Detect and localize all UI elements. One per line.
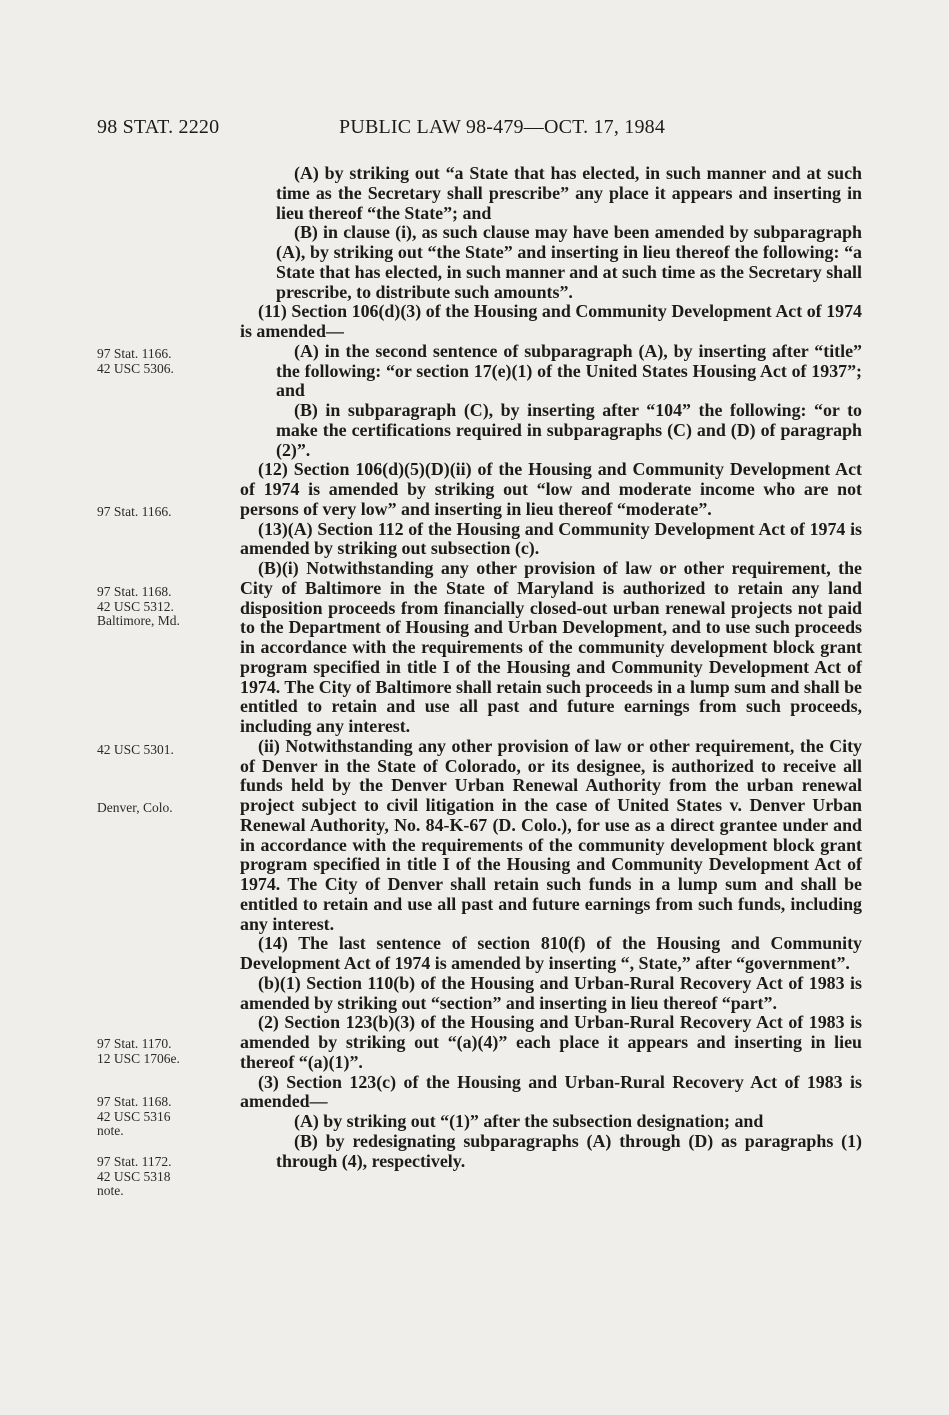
paragraph: (B) in clause (i), as such clause may have been amended by subparagraph (A), by striking out “the State” and inserting in lieu thereof the following: “a State that has elected, in such manner and at such time as the Secretary shall prescribe, to distribute such amounts”.: [276, 222, 862, 302]
body-text: [240, 164, 862, 1171]
margin-note: [97, 347, 174, 376]
margin-note-line: 42 USC 5316: [97, 1108, 171, 1124]
margin-note-line: note.: [97, 1183, 124, 1198]
paragraph: (12) Section 106(d)(5)(D)(ii) of the Housing and Community Development Act of 1974 is amended by striking out “low and moderate income who are not persons of very low” and inserting in lieu thereof “moderate”.: [240, 459, 862, 519]
public-law-title: PUBLIC LAW 98-479—OCT. 17, 1984: [339, 116, 666, 138]
paragraph: (13)(A) Section 112 of the Housing and Community Development Act of 1974 is amended by striking out subsection (c).: [240, 518, 862, 559]
margin-note-line: 97 Stat. 1168.: [97, 584, 172, 599]
margin-note: [97, 1095, 172, 1139]
paragraph: (A) in the second sentence of subparagraph (A), by inserting after “title” the following: “or section 17(e)(1) of the United States Housing Act of 1937”; and: [276, 340, 862, 401]
margin-note: [97, 505, 172, 520]
paragraph: (14) The last sentence of section 810(f) of the Housing and Community Development Act of 1974 is amended by inserting “, State,” after “government”.: [240, 933, 862, 973]
margin-note-line: 97 Stat. 1166.: [97, 346, 172, 361]
margin-note-line: 42 USC 5312.: [97, 598, 174, 614]
paragraph: (11) Section 106(d)(3) of the Housing and Community Development Act of 1974 is amended—: [240, 301, 862, 341]
margin-note-line: Denver, Colo.: [97, 800, 173, 815]
margin-note: [97, 1037, 180, 1066]
margin-note: [97, 585, 180, 629]
paragraph: (A) by striking out “(1)” after the subsection designation; and: [294, 1111, 764, 1131]
paragraph: (2) Section 123(b)(3) of the Housing and Urban-Rural Recovery Act of 1983 is amended by striking out “(a)(4)” each place it appears and inserting in lieu thereof “(a)(1)”.: [240, 1012, 862, 1072]
paragraph: (B) by redesignating subparagraphs (A) through (D) as paragraphs (1) through (4), respectively.: [276, 1130, 862, 1171]
margin-note: [97, 743, 174, 758]
paragraph: (A) by striking out “a State that has elected, in such manner and at such time as the Secretary shall prescribe” any place it appears and inserting in lieu thereof “the State”; and: [276, 163, 862, 223]
margin-note-line: 97 Stat. 1170.: [97, 1036, 172, 1051]
margin-note-line: 42 USC 5306.: [97, 360, 174, 376]
page-header: [97, 116, 867, 146]
margin-note-line: note.: [97, 1123, 124, 1138]
statute-page-reference: 98 STAT. 2220: [97, 116, 220, 138]
margin-note-line: 97 Stat. 1166.: [97, 504, 172, 519]
paragraph: (b)(1) Section 110(b) of the Housing and Urban-Rural Recovery Act of 1983 is amended by striking out “section” and inserting in lieu thereof “part”.: [240, 972, 862, 1013]
margin-note: [97, 801, 173, 816]
margin-note-line: 42 USC 5318: [97, 1168, 171, 1184]
paragraph: (B) in subparagraph (C), by inserting after “104” the following: “or to make the certifications required in subparagraphs (C) and (D) of paragraph (2)”.: [276, 400, 862, 460]
paragraph: (3) Section 123(c) of the Housing and Urban-Rural Recovery Act of 1983 is amended—: [240, 1071, 862, 1112]
margin-note-line: 12 USC 1706e.: [97, 1050, 180, 1066]
margin-note-line: 42 USC 5301.: [97, 742, 174, 757]
paragraph: (B)(i) Notwithstanding any other provision of law or other requirement, the City of Baltimore in the State of Maryland is authorized to retain any land disposition proceeds from financially closed-out urban renewal projects not paid to the Department of Housing and Urban Development, and to use such proceeds in accordance with the requirements of the community development block grant program specified in title I of the Housing and Community Development Act of 1974. The City of Baltimore shall retain such proceeds in a lump sum and shall be entitled to retain and use all past and future earnings from such proceeds, including any interest.: [240, 558, 862, 736]
margin-note: [97, 1155, 172, 1199]
margin-note-line: 97 Stat. 1168.: [97, 1094, 172, 1109]
paragraph: (ii) Notwithstanding any other provision of law or other requirement, the City of Denver in the State of Colorado, or its designee, is authorized to receive all funds held by the Denver Urban Renewal Authority from the urban renewal project subject to civil litigation in the case of United States v. Denver Urban Renewal Authority, No. 84-K-67 (D. Colo.), for use as a direct grantee under and in accordance with the requirements of the community development block grant program specified in title I of the Housing and Community Development Act of 1974. The City of Denver shall retain such funds in a lump sum and shall be entitled to retain and use all past and future earnings from such funds, including any interest.: [240, 735, 862, 934]
margin-note-line: Baltimore, Md.: [97, 613, 180, 628]
margin-note-line: 97 Stat. 1172.: [97, 1154, 172, 1169]
